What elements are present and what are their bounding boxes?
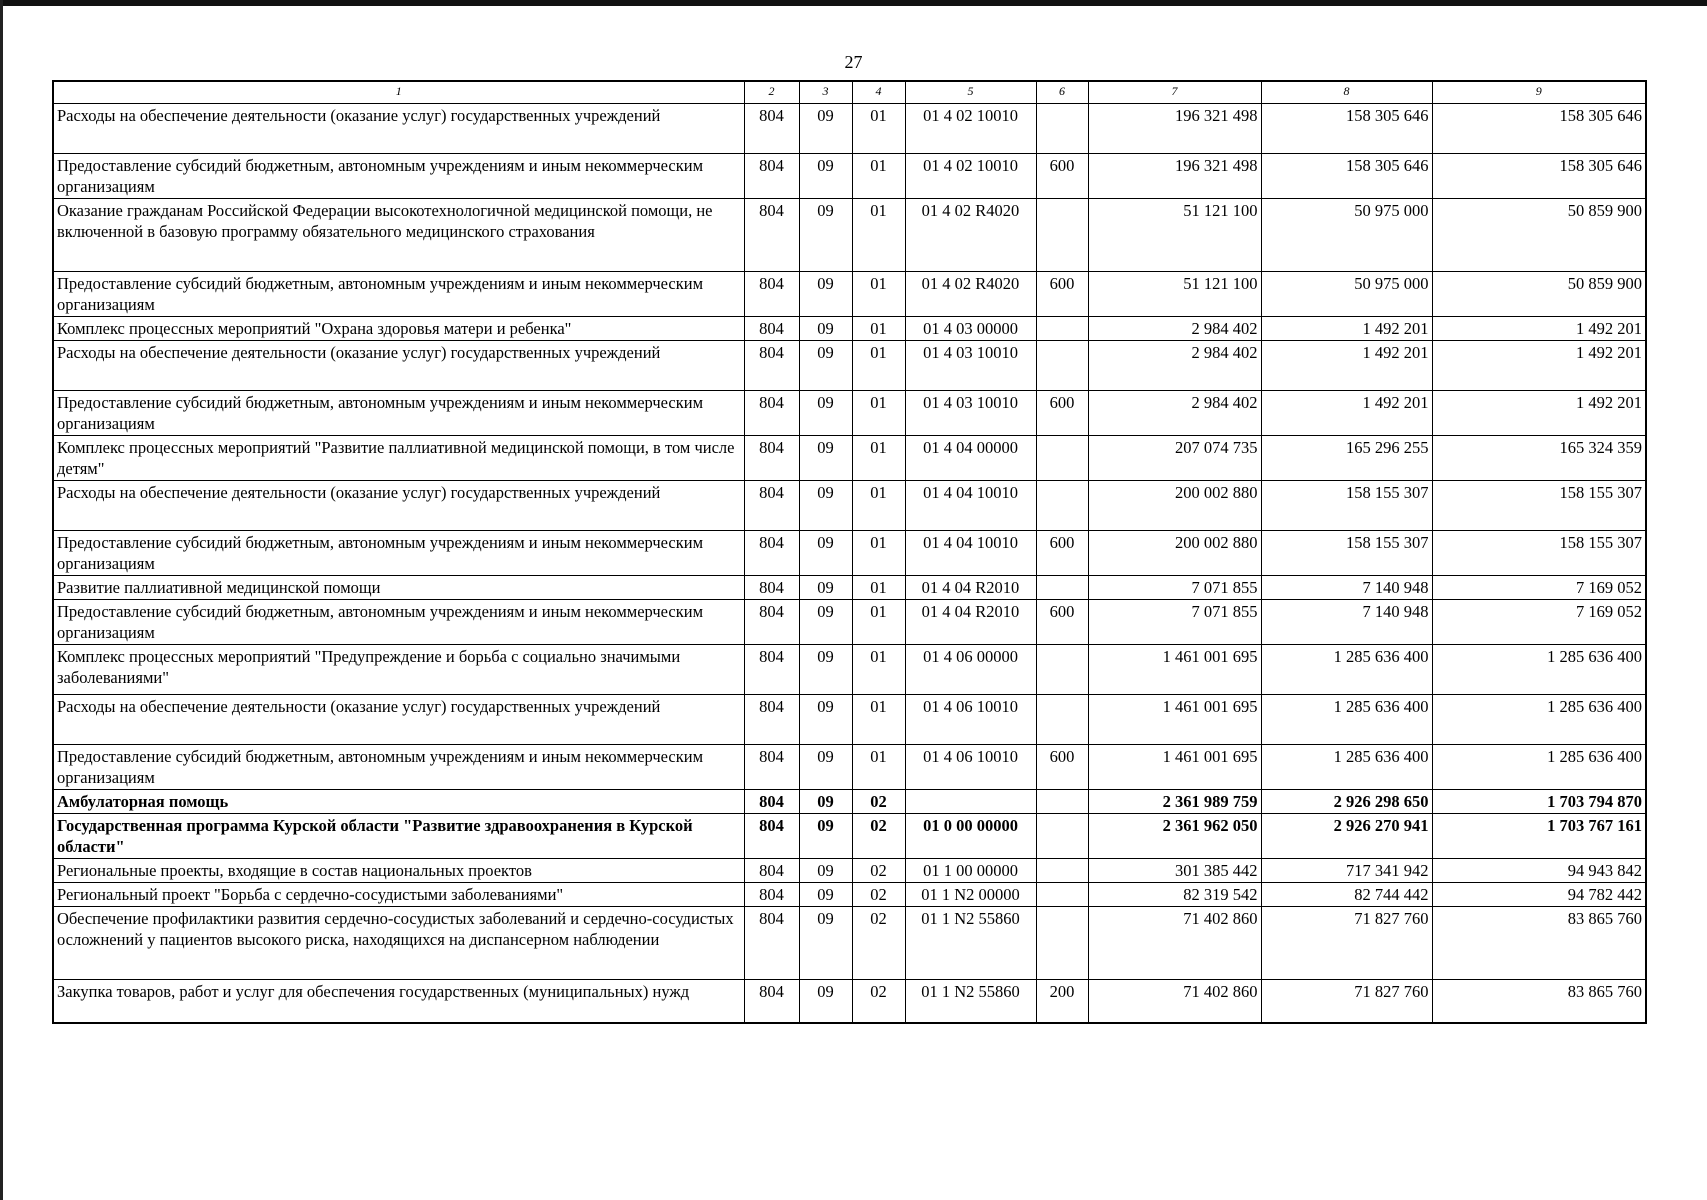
amount-col-7: 2 984 402 bbox=[1088, 390, 1261, 435]
amount-col-9: 94 943 842 bbox=[1432, 858, 1646, 882]
amount-col-8: 1 285 636 400 bbox=[1261, 744, 1432, 789]
section-code: 09 bbox=[799, 575, 852, 599]
table-row bbox=[53, 644, 1646, 694]
amount-col-8: 50 975 000 bbox=[1261, 198, 1432, 271]
table-row bbox=[53, 340, 1646, 390]
subsection-code: 01 bbox=[852, 575, 905, 599]
column-header-3: 3 bbox=[799, 81, 852, 103]
table-row bbox=[53, 103, 1646, 153]
target-article-code: 01 4 02 10010 bbox=[905, 103, 1036, 153]
subsection-code: 02 bbox=[852, 858, 905, 882]
amount-col-8: 158 305 646 bbox=[1261, 153, 1432, 198]
target-article-code: 01 4 04 10010 bbox=[905, 530, 1036, 575]
ministry-code: 804 bbox=[744, 694, 799, 744]
section-code: 09 bbox=[799, 644, 852, 694]
amount-col-8: 1 285 636 400 bbox=[1261, 644, 1432, 694]
expense-type-code bbox=[1036, 813, 1088, 858]
amount-col-7: 1 461 001 695 bbox=[1088, 694, 1261, 744]
amount-col-9: 1 492 201 bbox=[1432, 316, 1646, 340]
subsection-code: 02 bbox=[852, 882, 905, 906]
amount-col-7: 2 984 402 bbox=[1088, 340, 1261, 390]
target-article-code: 01 0 00 00000 bbox=[905, 813, 1036, 858]
table-row bbox=[53, 435, 1646, 480]
column-header-2: 2 bbox=[744, 81, 799, 103]
column-header-4: 4 bbox=[852, 81, 905, 103]
amount-col-9: 158 155 307 bbox=[1432, 530, 1646, 575]
subsection-code: 02 bbox=[852, 979, 905, 1023]
table-row bbox=[53, 882, 1646, 906]
amount-col-8: 158 305 646 bbox=[1261, 103, 1432, 153]
expense-type-code bbox=[1036, 198, 1088, 271]
amount-col-7: 51 121 100 bbox=[1088, 198, 1261, 271]
column-header-6: 6 bbox=[1036, 81, 1088, 103]
row-description: Развитие паллиативной медицинской помощи bbox=[53, 575, 744, 599]
expense-type-code bbox=[1036, 644, 1088, 694]
section-code: 09 bbox=[799, 103, 852, 153]
target-article-code: 01 4 06 00000 bbox=[905, 644, 1036, 694]
expense-type-code: 600 bbox=[1036, 599, 1088, 644]
amount-col-7: 7 071 855 bbox=[1088, 599, 1261, 644]
amount-col-9: 1 703 767 161 bbox=[1432, 813, 1646, 858]
amount-col-9: 1 285 636 400 bbox=[1432, 694, 1646, 744]
row-description: Региональные проекты, входящие в состав национальных проектов bbox=[53, 858, 744, 882]
target-article-code: 01 1 N2 55860 bbox=[905, 906, 1036, 979]
section-code: 09 bbox=[799, 789, 852, 813]
scan-left-edge bbox=[0, 0, 3, 1200]
table-row bbox=[53, 153, 1646, 198]
section-code: 09 bbox=[799, 340, 852, 390]
section-code: 09 bbox=[799, 906, 852, 979]
amount-col-8: 7 140 948 bbox=[1261, 599, 1432, 644]
row-description: Предоставление субсидий бюджетным, автономным учреждениям и иным некоммерческим организациям bbox=[53, 153, 744, 198]
table-row bbox=[53, 271, 1646, 316]
ministry-code: 804 bbox=[744, 271, 799, 316]
ministry-code: 804 bbox=[744, 813, 799, 858]
amount-col-8: 158 155 307 bbox=[1261, 530, 1432, 575]
section-code: 09 bbox=[799, 198, 852, 271]
subsection-code: 01 bbox=[852, 530, 905, 575]
target-article-code: 01 4 03 10010 bbox=[905, 390, 1036, 435]
section-code: 09 bbox=[799, 153, 852, 198]
amount-col-7: 200 002 880 bbox=[1088, 530, 1261, 575]
amount-col-8: 1 492 201 bbox=[1261, 316, 1432, 340]
target-article-code: 01 4 03 10010 bbox=[905, 340, 1036, 390]
amount-col-7: 71 402 860 bbox=[1088, 979, 1261, 1023]
table-row bbox=[53, 789, 1646, 813]
target-article-code: 01 4 06 10010 bbox=[905, 744, 1036, 789]
row-description: Предоставление субсидий бюджетным, автономным учреждениям и иным некоммерческим организациям bbox=[53, 744, 744, 789]
expense-type-code bbox=[1036, 858, 1088, 882]
table-row bbox=[53, 316, 1646, 340]
amount-col-9: 158 305 646 bbox=[1432, 153, 1646, 198]
amount-col-9: 1 492 201 bbox=[1432, 390, 1646, 435]
table-row bbox=[53, 813, 1646, 858]
target-article-code bbox=[905, 789, 1036, 813]
table-row bbox=[53, 858, 1646, 882]
table-row bbox=[53, 599, 1646, 644]
subsection-code: 01 bbox=[852, 316, 905, 340]
column-header-7: 7 bbox=[1088, 81, 1261, 103]
subsection-code: 01 bbox=[852, 435, 905, 480]
expense-type-code: 600 bbox=[1036, 530, 1088, 575]
subsection-code: 01 bbox=[852, 340, 905, 390]
amount-col-9: 165 324 359 bbox=[1432, 435, 1646, 480]
target-article-code: 01 1 N2 00000 bbox=[905, 882, 1036, 906]
amount-col-8: 1 285 636 400 bbox=[1261, 694, 1432, 744]
subsection-code: 01 bbox=[852, 644, 905, 694]
row-description: Закупка товаров, работ и услуг для обеспечения государственных (муниципальных) нужд bbox=[53, 979, 744, 1023]
amount-col-7: 51 121 100 bbox=[1088, 271, 1261, 316]
subsection-code: 01 bbox=[852, 103, 905, 153]
table-row bbox=[53, 744, 1646, 789]
scan-top-edge bbox=[0, 0, 1707, 6]
amount-col-8: 158 155 307 bbox=[1261, 480, 1432, 530]
amount-col-8: 82 744 442 bbox=[1261, 882, 1432, 906]
row-description: Государственная программа Курской области "Развитие здравоохранения в Курской области" bbox=[53, 813, 744, 858]
amount-col-7: 207 074 735 bbox=[1088, 435, 1261, 480]
section-code: 09 bbox=[799, 530, 852, 575]
table-body bbox=[53, 103, 1646, 1023]
section-code: 09 bbox=[799, 599, 852, 644]
table-header bbox=[53, 81, 1646, 103]
amount-col-9: 1 285 636 400 bbox=[1432, 744, 1646, 789]
section-code: 09 bbox=[799, 694, 852, 744]
amount-col-8: 1 492 201 bbox=[1261, 340, 1432, 390]
expense-type-code bbox=[1036, 103, 1088, 153]
amount-col-8: 1 492 201 bbox=[1261, 390, 1432, 435]
column-header-9: 9 bbox=[1432, 81, 1646, 103]
table-row bbox=[53, 979, 1646, 1023]
subsection-code: 01 bbox=[852, 694, 905, 744]
ministry-code: 804 bbox=[744, 103, 799, 153]
row-description: Расходы на обеспечение деятельности (оказание услуг) государственных учреждений bbox=[53, 103, 744, 153]
table-row bbox=[53, 694, 1646, 744]
ministry-code: 804 bbox=[744, 575, 799, 599]
amount-col-8: 717 341 942 bbox=[1261, 858, 1432, 882]
row-description: Комплекс процессных мероприятий "Предупреждение и борьба с социально значимыми заболеваниями" bbox=[53, 644, 744, 694]
amount-col-9: 83 865 760 bbox=[1432, 906, 1646, 979]
expense-type-code: 600 bbox=[1036, 271, 1088, 316]
row-description: Расходы на обеспечение деятельности (оказание услуг) государственных учреждений bbox=[53, 340, 744, 390]
target-article-code: 01 4 04 00000 bbox=[905, 435, 1036, 480]
row-description: Расходы на обеспечение деятельности (оказание услуг) государственных учреждений bbox=[53, 480, 744, 530]
target-article-code: 01 4 04 R2010 bbox=[905, 599, 1036, 644]
column-header-1: 1 bbox=[53, 81, 744, 103]
row-description: Комплекс процессных мероприятий "Развитие паллиативной медицинской помощи, в том числе детям" bbox=[53, 435, 744, 480]
budget-table bbox=[52, 80, 1647, 1024]
amount-col-8: 71 827 760 bbox=[1261, 979, 1432, 1023]
amount-col-8: 2 926 270 941 bbox=[1261, 813, 1432, 858]
amount-col-9: 158 155 307 bbox=[1432, 480, 1646, 530]
table-row bbox=[53, 390, 1646, 435]
row-description: Предоставление субсидий бюджетным, автономным учреждениям и иным некоммерческим организациям bbox=[53, 271, 744, 316]
target-article-code: 01 4 04 R2010 bbox=[905, 575, 1036, 599]
header-row bbox=[53, 81, 1646, 103]
section-code: 09 bbox=[799, 271, 852, 316]
amount-col-7: 71 402 860 bbox=[1088, 906, 1261, 979]
expense-type-code bbox=[1036, 480, 1088, 530]
ministry-code: 804 bbox=[744, 153, 799, 198]
target-article-code: 01 4 02 10010 bbox=[905, 153, 1036, 198]
amount-col-7: 1 461 001 695 bbox=[1088, 644, 1261, 694]
expense-type-code: 200 bbox=[1036, 979, 1088, 1023]
amount-col-8: 7 140 948 bbox=[1261, 575, 1432, 599]
amount-col-7: 1 461 001 695 bbox=[1088, 744, 1261, 789]
expense-type-code bbox=[1036, 694, 1088, 744]
subsection-code: 01 bbox=[852, 744, 905, 789]
ministry-code: 804 bbox=[744, 480, 799, 530]
subsection-code: 01 bbox=[852, 198, 905, 271]
row-description: Оказание гражданам Российской Федерации высокотехнологичной медицинской помощи, не включенной в базовую программу обязательного медицинского страхования bbox=[53, 198, 744, 271]
amount-col-9: 7 169 052 bbox=[1432, 575, 1646, 599]
subsection-code: 01 bbox=[852, 271, 905, 316]
table-row bbox=[53, 575, 1646, 599]
ministry-code: 804 bbox=[744, 644, 799, 694]
amount-col-7: 2 984 402 bbox=[1088, 316, 1261, 340]
amount-col-7: 82 319 542 bbox=[1088, 882, 1261, 906]
section-code: 09 bbox=[799, 390, 852, 435]
target-article-code: 01 1 N2 55860 bbox=[905, 979, 1036, 1023]
amount-col-9: 83 865 760 bbox=[1432, 979, 1646, 1023]
subsection-code: 02 bbox=[852, 789, 905, 813]
amount-col-7: 196 321 498 bbox=[1088, 153, 1261, 198]
column-header-5: 5 bbox=[905, 81, 1036, 103]
section-code: 09 bbox=[799, 480, 852, 530]
ministry-code: 804 bbox=[744, 530, 799, 575]
amount-col-7: 200 002 880 bbox=[1088, 480, 1261, 530]
row-description: Предоставление субсидий бюджетным, автономным учреждениям и иным некоммерческим организациям bbox=[53, 530, 744, 575]
subsection-code: 02 bbox=[852, 813, 905, 858]
row-description: Расходы на обеспечение деятельности (оказание услуг) государственных учреждений bbox=[53, 694, 744, 744]
amount-col-9: 1 492 201 bbox=[1432, 340, 1646, 390]
ministry-code: 804 bbox=[744, 599, 799, 644]
amount-col-9: 1 703 794 870 bbox=[1432, 789, 1646, 813]
amount-col-7: 2 361 962 050 bbox=[1088, 813, 1261, 858]
section-code: 09 bbox=[799, 316, 852, 340]
ministry-code: 804 bbox=[744, 906, 799, 979]
expense-type-code: 600 bbox=[1036, 390, 1088, 435]
expense-type-code bbox=[1036, 435, 1088, 480]
target-article-code: 01 4 02 R4020 bbox=[905, 198, 1036, 271]
target-article-code: 01 1 00 00000 bbox=[905, 858, 1036, 882]
ministry-code: 804 bbox=[744, 858, 799, 882]
row-description: Амбулаторная помощь bbox=[53, 789, 744, 813]
ministry-code: 804 bbox=[744, 316, 799, 340]
target-article-code: 01 4 06 10010 bbox=[905, 694, 1036, 744]
table-row bbox=[53, 480, 1646, 530]
expense-type-code: 600 bbox=[1036, 744, 1088, 789]
amount-col-9: 7 169 052 bbox=[1432, 599, 1646, 644]
expense-type-code bbox=[1036, 316, 1088, 340]
section-code: 09 bbox=[799, 882, 852, 906]
ministry-code: 804 bbox=[744, 390, 799, 435]
ministry-code: 804 bbox=[744, 198, 799, 271]
amount-col-9: 1 285 636 400 bbox=[1432, 644, 1646, 694]
row-description: Обеспечение профилактики развития сердечно-сосудистых заболеваний и сердечно-сосудистых осложнений у пациентов высокого риска, находящихся на диспансерном наблюдении bbox=[53, 906, 744, 979]
row-description: Предоставление субсидий бюджетным, автономным учреждениям и иным некоммерческим организациям bbox=[53, 390, 744, 435]
expense-type-code: 600 bbox=[1036, 153, 1088, 198]
section-code: 09 bbox=[799, 979, 852, 1023]
table-row bbox=[53, 906, 1646, 979]
expense-type-code bbox=[1036, 575, 1088, 599]
subsection-code: 01 bbox=[852, 153, 905, 198]
ministry-code: 804 bbox=[744, 744, 799, 789]
subsection-code: 01 bbox=[852, 390, 905, 435]
table-row bbox=[53, 198, 1646, 271]
ministry-code: 804 bbox=[744, 979, 799, 1023]
page-number: 27 bbox=[844, 52, 863, 72]
row-description: Региональный проект "Борьба с сердечно-сосудистыми заболеваниями" bbox=[53, 882, 744, 906]
amount-col-7: 301 385 442 bbox=[1088, 858, 1261, 882]
expense-type-code bbox=[1036, 882, 1088, 906]
amount-col-7: 196 321 498 bbox=[1088, 103, 1261, 153]
row-description: Комплекс процессных мероприятий "Охрана здоровья матери и ребенка" bbox=[53, 316, 744, 340]
expense-type-code bbox=[1036, 340, 1088, 390]
section-code: 09 bbox=[799, 435, 852, 480]
column-header-8: 8 bbox=[1261, 81, 1432, 103]
amount-col-7: 7 071 855 bbox=[1088, 575, 1261, 599]
expense-type-code bbox=[1036, 906, 1088, 979]
amount-col-8: 50 975 000 bbox=[1261, 271, 1432, 316]
expense-type-code bbox=[1036, 789, 1088, 813]
ministry-code: 804 bbox=[744, 435, 799, 480]
table-row bbox=[53, 530, 1646, 575]
section-code: 09 bbox=[799, 744, 852, 789]
amount-col-9: 94 782 442 bbox=[1432, 882, 1646, 906]
amount-col-9: 50 859 900 bbox=[1432, 198, 1646, 271]
target-article-code: 01 4 04 10010 bbox=[905, 480, 1036, 530]
subsection-code: 02 bbox=[852, 906, 905, 979]
ministry-code: 804 bbox=[744, 789, 799, 813]
amount-col-7: 2 361 989 759 bbox=[1088, 789, 1261, 813]
subsection-code: 01 bbox=[852, 599, 905, 644]
row-description: Предоставление субсидий бюджетным, автономным учреждениям и иным некоммерческим организациям bbox=[53, 599, 744, 644]
section-code: 09 bbox=[799, 858, 852, 882]
amount-col-8: 2 926 298 650 bbox=[1261, 789, 1432, 813]
amount-col-9: 158 305 646 bbox=[1432, 103, 1646, 153]
amount-col-8: 71 827 760 bbox=[1261, 906, 1432, 979]
subsection-code: 01 bbox=[852, 480, 905, 530]
target-article-code: 01 4 03 00000 bbox=[905, 316, 1036, 340]
target-article-code: 01 4 02 R4020 bbox=[905, 271, 1036, 316]
amount-col-9: 50 859 900 bbox=[1432, 271, 1646, 316]
section-code: 09 bbox=[799, 813, 852, 858]
ministry-code: 804 bbox=[744, 882, 799, 906]
ministry-code: 804 bbox=[744, 340, 799, 390]
amount-col-8: 165 296 255 bbox=[1261, 435, 1432, 480]
